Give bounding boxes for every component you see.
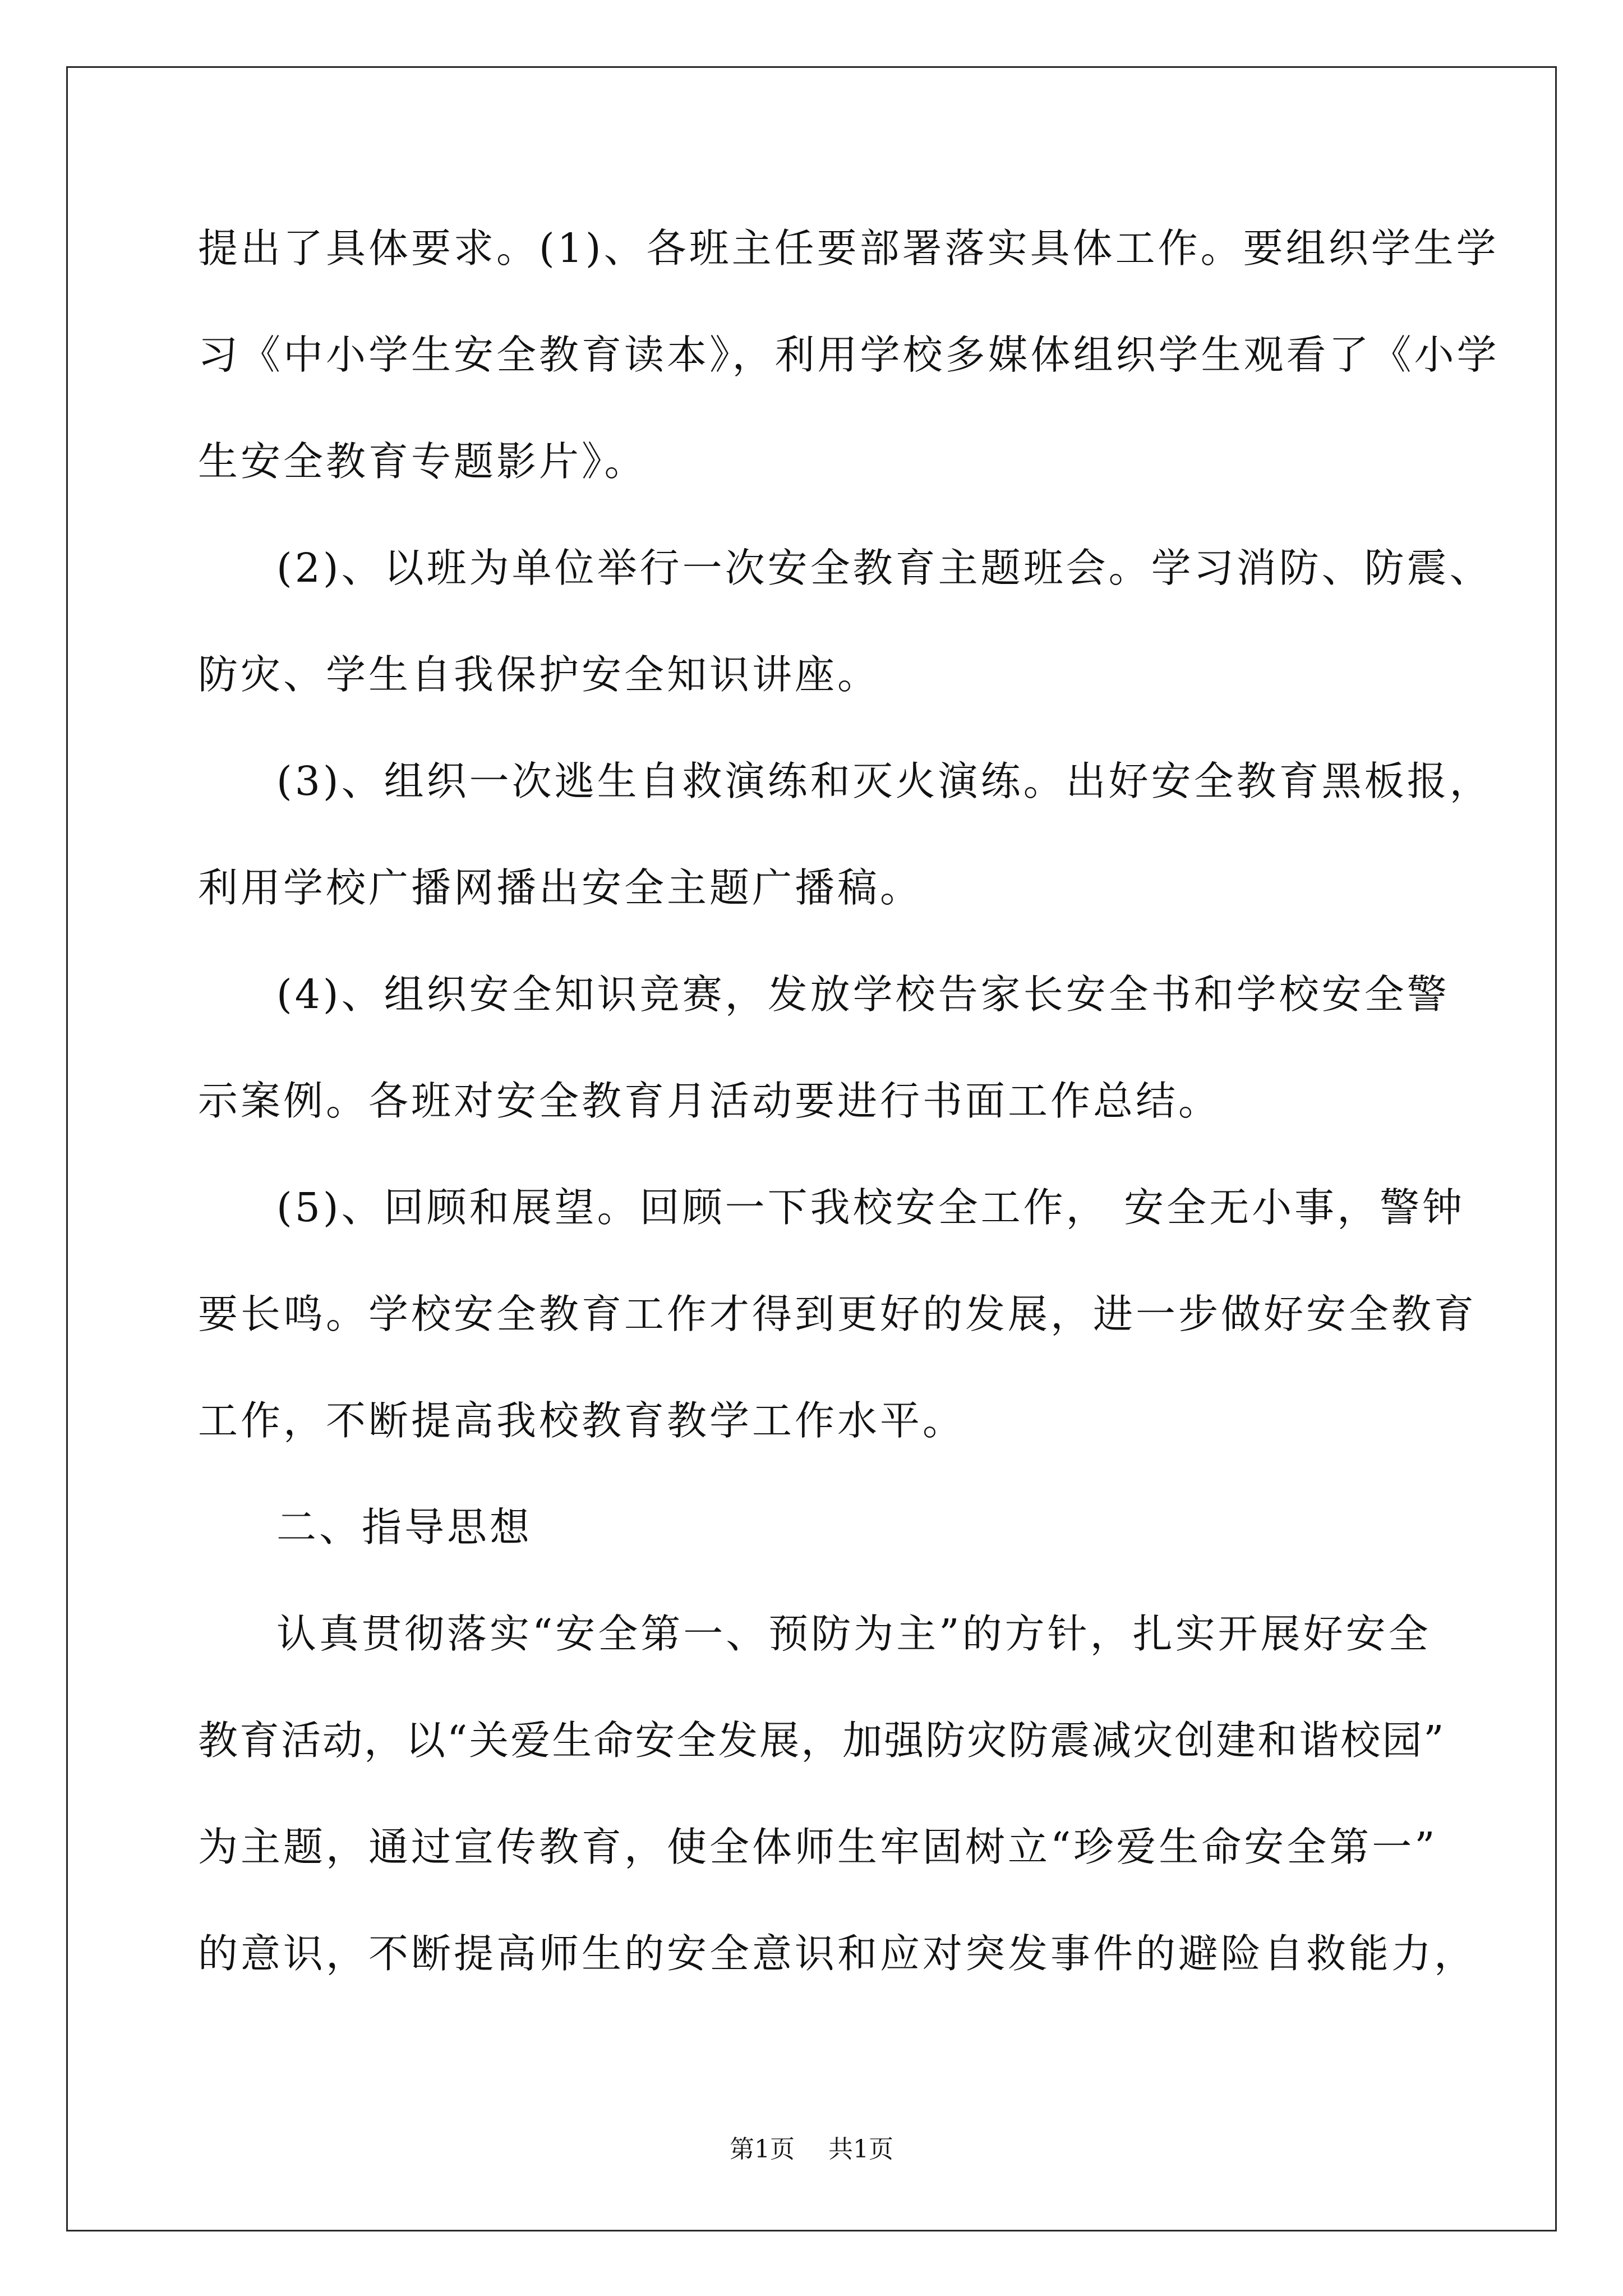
text-line: 习《中小学生安全教育读本》，利用学校多媒体组织学生观看了《小学 (198, 332, 1500, 378)
text-line: 的意识，不断提高师生的安全意识和应对突发事件的避险自救能力， (198, 1930, 1477, 1977)
text-line: (2)、以班为单位举行一次安全教育主题班会。学习消防、防震、 (276, 545, 1492, 591)
text-line: 教育活动，以“关爱生命安全发展，加强防灾防震减灾创建和谐校园” (198, 1717, 1446, 1764)
text-line: 认真贯彻落实“安全第一、预防为主”的方针，扎实开展好安全 (276, 1611, 1431, 1657)
text-line: 防灾、学生自我保护安全知识讲座。 (198, 651, 880, 698)
page-number: 第1页 (730, 2135, 795, 2164)
text-line: (4)、组织安全知识竞赛，发放学校告家长安全书和学校安全警 (276, 971, 1450, 1018)
text-line: 要长鸣。学校安全教育工作才得到更好的发展，进一步做好安全教育 (198, 1291, 1477, 1337)
text-line: 工作，不断提高我校教育教学工作水平。 (198, 1397, 966, 1444)
text-line: (5)、回顾和展望。回顾一下我校安全工作， 安全无小事，警钟 (276, 1184, 1465, 1231)
document-body (198, 206, 1500, 2018)
text-line: 生安全教育专题影片》。 (198, 438, 647, 485)
text-line: 为主题，通过宣传教育，使全体师生牢固树立“珍爱生命安全第一” (198, 1824, 1438, 1870)
text-line: (3)、组织一次逃生自救演练和灭火演练。出好安全教育黑板报， (276, 758, 1492, 804)
page-footer (0, 2129, 1623, 2165)
page-count: 共1页 (828, 2135, 893, 2164)
section-heading: 二、指导思想 (276, 1504, 533, 1550)
text-line: 利用学校广播网播出安全主题广播稿。 (198, 864, 923, 911)
text-line: 示案例。各班对安全教育月活动要进行书面工作总结。 (198, 1078, 1221, 1124)
text-line: 提出了具体要求。(1)、各班主任要部署落实具体工作。要组织学生学 (198, 225, 1499, 272)
